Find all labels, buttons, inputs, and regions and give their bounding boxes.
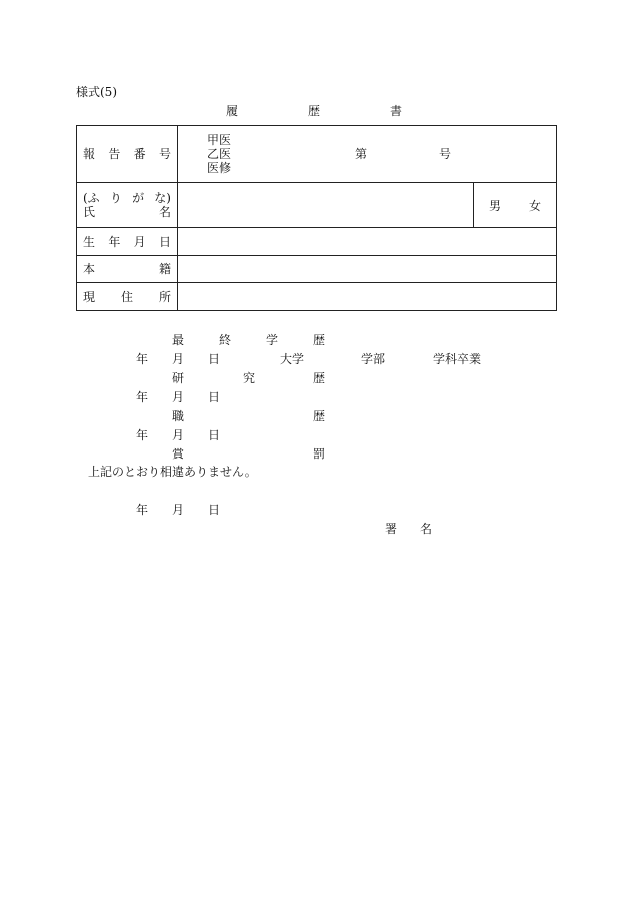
awards-heading-char: 罰 [313, 447, 326, 461]
awards-heading-char: 賞 [172, 447, 185, 461]
label-char: 生 [83, 234, 96, 249]
label-char: が [132, 191, 145, 205]
address-row [77, 283, 557, 311]
license-type-2: 乙医 [207, 147, 232, 161]
go-char: 号 [439, 147, 452, 161]
form-number: 様式(5) [76, 85, 117, 99]
education-heading-char: 歴 [313, 333, 326, 347]
label-char: (ふ [83, 191, 100, 205]
label-char: 番 [133, 147, 146, 161]
education-heading-char: 最 [172, 333, 185, 347]
personal-info-table [76, 125, 557, 311]
signature-label-char: 名 [420, 522, 433, 536]
title-char-3: 書 [390, 104, 403, 118]
dai-char: 第 [355, 147, 368, 161]
address-field[interactable] [178, 283, 557, 311]
date-year: 年 [136, 352, 149, 366]
title-char-1: 履 [226, 104, 239, 118]
name-label [77, 183, 178, 228]
signature-label-char: 署 [385, 522, 398, 536]
date-month: 月 [172, 428, 185, 442]
date-day: 日 [208, 352, 221, 366]
signature-date-year: 年 [136, 503, 149, 517]
date-month: 月 [172, 390, 185, 404]
label-char: 本 [83, 262, 96, 276]
label-char: 月 [133, 234, 146, 249]
birth-field[interactable] [178, 228, 557, 256]
label-char: 名 [158, 205, 171, 219]
sex-male: 男 [488, 198, 501, 213]
name-field[interactable] [178, 183, 474, 228]
domicile-row [77, 256, 557, 283]
report-number-label [77, 126, 178, 183]
label-char: 日 [158, 234, 171, 249]
address-label [77, 283, 178, 311]
signature-date-day: 日 [208, 503, 221, 517]
report-number-row [77, 126, 557, 183]
label-char: 年 [108, 234, 121, 249]
label-char: な) [154, 191, 171, 205]
date-day: 日 [208, 428, 221, 442]
work-heading-char: 歴 [313, 409, 326, 423]
label-char: 住 [120, 289, 133, 304]
label-char: 号 [158, 147, 171, 161]
label-char: 籍 [158, 262, 171, 276]
report-number-field[interactable] [178, 126, 557, 183]
license-type-3: 医修 [207, 161, 232, 175]
name-row [77, 183, 557, 228]
research-heading-char: 究 [243, 371, 256, 385]
education-heading-char: 学 [266, 333, 279, 347]
date-day: 日 [208, 390, 221, 404]
label-char: り [109, 191, 122, 205]
date-year: 年 [136, 390, 149, 404]
label-char: 報 [83, 147, 96, 161]
education-heading-char: 終 [219, 333, 232, 347]
date-year: 年 [136, 428, 149, 442]
title-char-2: 歴 [308, 104, 321, 118]
graduation-label: 学科卒業 [433, 352, 482, 366]
work-heading-char: 職 [172, 409, 185, 423]
faculty-label: 学部 [361, 352, 386, 366]
signature-date-month: 月 [172, 503, 185, 517]
sex-field[interactable] [474, 183, 557, 228]
sex-female: 女 [529, 198, 542, 213]
label-char: 所 [158, 289, 171, 304]
license-type-1: 甲医 [207, 133, 232, 147]
university-label: 大学 [280, 352, 305, 366]
domicile-field[interactable] [178, 256, 557, 283]
research-heading-char: 歴 [313, 371, 326, 385]
label-char: 現 [83, 289, 96, 304]
research-heading-char: 研 [172, 371, 185, 385]
label-char: 氏 [83, 205, 96, 219]
birth-row [77, 228, 557, 256]
birth-label [77, 228, 178, 256]
domicile-label [77, 256, 178, 283]
date-month: 月 [172, 352, 185, 366]
declaration-text: 上記のとおり相違ありません。 [88, 465, 257, 479]
label-char: 告 [108, 147, 121, 161]
